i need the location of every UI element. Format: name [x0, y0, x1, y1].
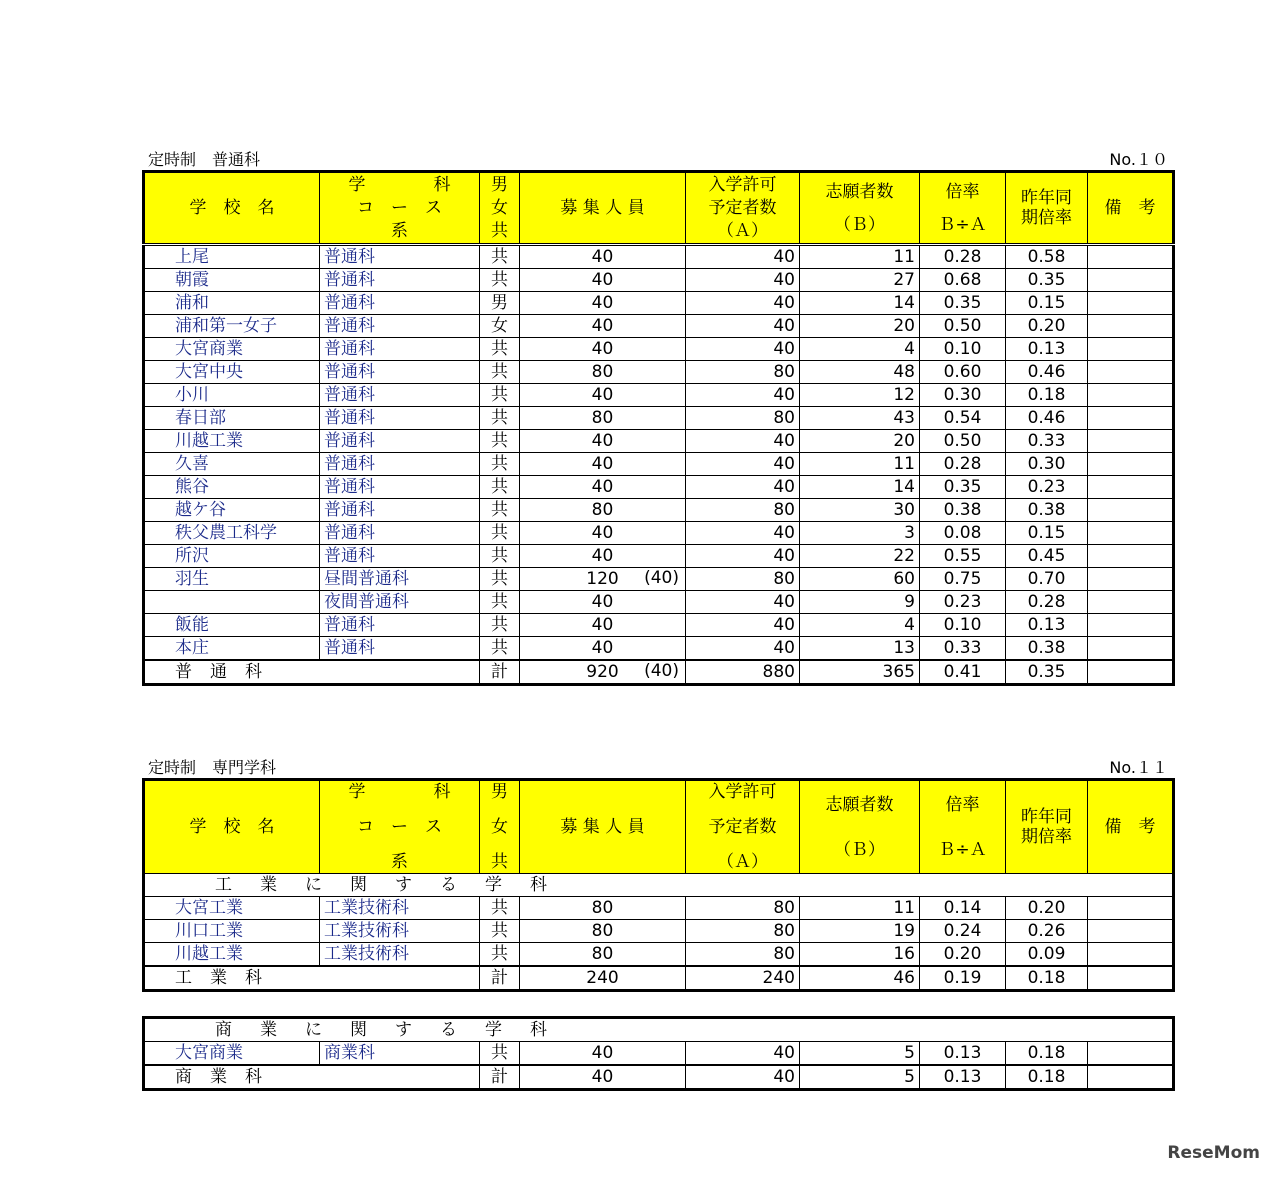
total-ratio: 0.13 [920, 1065, 1006, 1090]
last-year-cell: 0.18 [1006, 384, 1088, 407]
total-last-year: 0.18 [1006, 1065, 1088, 1090]
admit-cell: 40 [686, 591, 800, 614]
admit-cell: 40 [686, 292, 800, 315]
capacity-cell: 80 [520, 920, 686, 943]
header-ratio: 倍率 Ｂ÷Ａ [920, 780, 1006, 874]
gender-cell: 共 [480, 943, 520, 967]
commerce-table [142, 1016, 1175, 1091]
header-capacity: 募 集 人 員 [520, 172, 686, 245]
admit-cell: 80 [686, 568, 800, 591]
school-name: 羽生 [144, 568, 320, 591]
table-row [144, 245, 1174, 269]
applicants-cell: 20 [800, 430, 920, 453]
remarks-cell [1088, 545, 1174, 568]
table-row [144, 614, 1174, 637]
course-name: 普通科 [320, 614, 480, 637]
remarks-cell [1088, 476, 1174, 499]
capacity-cell: 40 [520, 338, 686, 361]
general-table-body [144, 245, 1174, 661]
school-name: 大宮工業 [144, 897, 320, 920]
total-label: 商業科 [144, 1065, 480, 1090]
table-row [144, 338, 1174, 361]
applicants-cell: 3 [800, 522, 920, 545]
header-applicants: 志願者数 （Ｂ） [800, 780, 920, 874]
last-year-cell: 0.20 [1006, 315, 1088, 338]
applicants-cell: 16 [800, 943, 920, 967]
school-name: 朝霞 [144, 269, 320, 292]
table-row [144, 1042, 1174, 1066]
total-admit: 880 [686, 660, 800, 685]
applicants-cell: 11 [800, 453, 920, 476]
sheet-title: 定時制 普通科 [148, 150, 261, 169]
gender-cell: 共 [480, 499, 520, 522]
page-number: No.１０ [1109, 150, 1168, 169]
gender-cell: 共 [480, 269, 520, 292]
section-title-industry: 工業に関する学科 [144, 874, 1174, 897]
last-year-cell: 0.15 [1006, 522, 1088, 545]
applicants-cell: 27 [800, 269, 920, 292]
admit-cell: 40 [686, 637, 800, 661]
course-name: 普通科 [320, 407, 480, 430]
header-school: 学 校 名 [144, 780, 320, 874]
table-row [144, 430, 1174, 453]
school-name [144, 591, 320, 614]
table-row [144, 453, 1174, 476]
admit-cell: 40 [686, 522, 800, 545]
admit-cell: 80 [686, 943, 800, 967]
school-name: 川越工業 [144, 943, 320, 967]
table-row [144, 920, 1174, 943]
course-name: 普通科 [320, 269, 480, 292]
remarks-cell [1088, 614, 1174, 637]
school-name: 浦和 [144, 292, 320, 315]
total-remarks [1088, 1065, 1174, 1090]
remarks-cell [1088, 292, 1174, 315]
school-name: 大宮商業 [144, 1042, 320, 1066]
applicants-cell: 30 [800, 499, 920, 522]
total-gender: 計 [480, 1065, 520, 1090]
course-name: 工業技術科 [320, 897, 480, 920]
applicants-cell: 4 [800, 614, 920, 637]
total-capacity: 240 [520, 966, 686, 991]
last-year-cell: 0.46 [1006, 407, 1088, 430]
total-capacity: 40 [520, 1065, 686, 1090]
remarks-cell [1088, 407, 1174, 430]
ratio-cell: 0.38 [920, 499, 1006, 522]
table-row [144, 522, 1174, 545]
remarks-cell [1088, 453, 1174, 476]
ratio-cell: 0.35 [920, 476, 1006, 499]
course-name: 普通科 [320, 292, 480, 315]
general-course-table [142, 170, 1175, 686]
remarks-cell [1088, 315, 1174, 338]
applicants-cell: 60 [800, 568, 920, 591]
last-year-cell: 0.13 [1006, 614, 1088, 637]
remarks-cell [1088, 920, 1174, 943]
industry-table-body [144, 897, 1174, 967]
gender-cell: 共 [480, 897, 520, 920]
course-name: 普通科 [320, 430, 480, 453]
last-year-cell: 0.13 [1006, 338, 1088, 361]
school-name: 大宮商業 [144, 338, 320, 361]
table-row [144, 407, 1174, 430]
school-name: 上尾 [144, 245, 320, 269]
remarks-cell [1088, 245, 1174, 269]
gender-cell: 共 [480, 338, 520, 361]
total-row [144, 1065, 1174, 1090]
ratio-cell: 0.50 [920, 315, 1006, 338]
admit-cell: 80 [686, 361, 800, 384]
ratio-cell: 0.23 [920, 591, 1006, 614]
capacity-cell: 40 [520, 269, 686, 292]
gender-cell: 共 [480, 545, 520, 568]
ratio-cell: 0.54 [920, 407, 1006, 430]
course-name: 普通科 [320, 384, 480, 407]
header-last-year: 昨年同 期倍率 [1006, 172, 1088, 245]
course-name: 夜間普通科 [320, 591, 480, 614]
course-name: 昼間普通科 [320, 568, 480, 591]
course-name: 商業科 [320, 1042, 480, 1066]
remarks-cell [1088, 522, 1174, 545]
watermark-logo: ReseMom [1167, 1143, 1260, 1163]
admit-cell: 40 [686, 614, 800, 637]
capacity-cell: 40 [520, 637, 686, 661]
admit-cell: 40 [686, 453, 800, 476]
course-name: 工業技術科 [320, 943, 480, 967]
course-name: 工業技術科 [320, 920, 480, 943]
total-capacity: 920 (40) [520, 660, 686, 685]
course-name: 普通科 [320, 499, 480, 522]
header-last-year: 昨年同 期倍率 [1006, 780, 1088, 874]
header-course: 学 科 コ ー ス 系 [320, 780, 480, 874]
ratio-cell: 0.55 [920, 545, 1006, 568]
admit-cell: 40 [686, 430, 800, 453]
last-year-cell: 0.15 [1006, 292, 1088, 315]
gender-cell: 女 [480, 315, 520, 338]
remarks-cell [1088, 269, 1174, 292]
gender-cell: 共 [480, 384, 520, 407]
admit-cell: 80 [686, 897, 800, 920]
table-header [144, 172, 1174, 245]
ratio-cell: 0.10 [920, 338, 1006, 361]
course-name: 普通科 [320, 338, 480, 361]
remarks-cell [1088, 499, 1174, 522]
total-ratio: 0.41 [920, 660, 1006, 685]
school-name: 秩父農工科学 [144, 522, 320, 545]
capacity-cell: 40 [520, 476, 686, 499]
course-name: 普通科 [320, 315, 480, 338]
total-admit: 240 [686, 966, 800, 991]
table-row [144, 897, 1174, 920]
section-title-commerce: 商業に関する学科 [144, 1018, 1174, 1042]
applicants-cell: 22 [800, 545, 920, 568]
last-year-cell: 0.38 [1006, 637, 1088, 661]
capacity-cell: 40 [520, 453, 686, 476]
header-remarks: 備 考 [1088, 780, 1174, 874]
header-school: 学 校 名 [144, 172, 320, 245]
gender-cell: 共 [480, 1042, 520, 1066]
ratio-cell: 0.24 [920, 920, 1006, 943]
total-label: 工業科 [144, 966, 480, 991]
total-admit: 40 [686, 1065, 800, 1090]
last-year-cell: 0.20 [1006, 897, 1088, 920]
table-row [144, 361, 1174, 384]
last-year-cell: 0.58 [1006, 245, 1088, 269]
gender-cell: 共 [480, 920, 520, 943]
remarks-cell [1088, 1042, 1174, 1066]
gender-cell: 共 [480, 430, 520, 453]
gender-cell: 共 [480, 614, 520, 637]
total-last-year: 0.18 [1006, 966, 1088, 991]
ratio-cell: 0.28 [920, 453, 1006, 476]
applicants-cell: 20 [800, 315, 920, 338]
remarks-cell [1088, 943, 1174, 967]
applicants-cell: 4 [800, 338, 920, 361]
header-admit: 入学許可 予定者数 （Ａ） [686, 780, 800, 874]
admit-cell: 40 [686, 245, 800, 269]
header-remarks: 備 考 [1088, 172, 1174, 245]
sheet-caption [142, 758, 1172, 778]
ratio-cell: 0.08 [920, 522, 1006, 545]
admit-cell: 80 [686, 920, 800, 943]
last-year-cell: 0.35 [1006, 269, 1088, 292]
school-name: 春日部 [144, 407, 320, 430]
gender-cell: 共 [480, 453, 520, 476]
admit-cell: 80 [686, 499, 800, 522]
capacity-cell: 40 [520, 522, 686, 545]
course-name: 普通科 [320, 522, 480, 545]
gender-cell: 共 [480, 591, 520, 614]
ratio-cell: 0.33 [920, 637, 1006, 661]
table-row [144, 637, 1174, 661]
capacity-cell: 80 [520, 499, 686, 522]
header-admit: 入学許可 予定者数 （Ａ） [686, 172, 800, 245]
capacity-cell: 40 [520, 384, 686, 407]
capacity-cell: 120 (40) [520, 568, 686, 591]
applicants-cell: 14 [800, 476, 920, 499]
ratio-cell: 0.14 [920, 897, 1006, 920]
ratio-cell: 0.30 [920, 384, 1006, 407]
remarks-cell [1088, 384, 1174, 407]
ratio-cell: 0.20 [920, 943, 1006, 967]
admit-cell: 40 [686, 384, 800, 407]
total-label: 普通科 [144, 660, 480, 685]
school-name: 大宮中央 [144, 361, 320, 384]
admit-cell: 40 [686, 269, 800, 292]
gender-cell: 共 [480, 522, 520, 545]
table-row [144, 476, 1174, 499]
industry-table [142, 778, 1175, 992]
admit-cell: 40 [686, 315, 800, 338]
capacity-cell: 40 [520, 614, 686, 637]
table-row [144, 499, 1174, 522]
ratio-cell: 0.75 [920, 568, 1006, 591]
remarks-cell [1088, 897, 1174, 920]
last-year-cell: 0.28 [1006, 591, 1088, 614]
remarks-cell [1088, 430, 1174, 453]
last-year-cell: 0.30 [1006, 453, 1088, 476]
gender-cell: 共 [480, 637, 520, 661]
last-year-cell: 0.09 [1006, 943, 1088, 967]
total-gender: 計 [480, 966, 520, 991]
sheet-caption [142, 150, 1172, 170]
ratio-cell: 0.13 [920, 1042, 1006, 1066]
table-row [144, 591, 1174, 614]
header-gender: 男 女 共 [480, 172, 520, 245]
ratio-cell: 0.60 [920, 361, 1006, 384]
school-name: 川越工業 [144, 430, 320, 453]
ratio-cell: 0.28 [920, 245, 1006, 269]
school-name: 小川 [144, 384, 320, 407]
total-applicants: 46 [800, 966, 920, 991]
last-year-cell: 0.23 [1006, 476, 1088, 499]
ratio-cell: 0.50 [920, 430, 1006, 453]
admit-cell: 40 [686, 476, 800, 499]
total-row [144, 660, 1174, 685]
header-gender: 男 女 共 [480, 780, 520, 874]
capacity-cell: 40 [520, 315, 686, 338]
table-row [144, 292, 1174, 315]
capacity-cell: 80 [520, 897, 686, 920]
remarks-cell [1088, 637, 1174, 661]
capacity-cell: 80 [520, 943, 686, 967]
table-row [144, 315, 1174, 338]
header-course: 学 科 コ ー ス 系 [320, 172, 480, 245]
course-name: 普通科 [320, 245, 480, 269]
sheet-title: 定時制 専門学科 [148, 758, 277, 777]
capacity-cell: 40 [520, 545, 686, 568]
gender-cell: 共 [480, 245, 520, 269]
capacity-cell: 80 [520, 407, 686, 430]
remarks-cell [1088, 361, 1174, 384]
total-applicants: 5 [800, 1065, 920, 1090]
applicants-cell: 48 [800, 361, 920, 384]
capacity-cell: 40 [520, 1042, 686, 1066]
header-applicants: 志願者数 （Ｂ） [800, 172, 920, 245]
last-year-cell: 0.38 [1006, 499, 1088, 522]
total-ratio: 0.19 [920, 966, 1006, 991]
ratio-cell: 0.10 [920, 614, 1006, 637]
school-name: 越ケ谷 [144, 499, 320, 522]
course-name: 普通科 [320, 453, 480, 476]
total-remarks [1088, 660, 1174, 685]
applicants-cell: 11 [800, 897, 920, 920]
applicants-cell: 11 [800, 245, 920, 269]
course-name: 普通科 [320, 545, 480, 568]
applicants-cell: 9 [800, 591, 920, 614]
course-name: 普通科 [320, 361, 480, 384]
total-row [144, 966, 1174, 991]
applicants-cell: 14 [800, 292, 920, 315]
applicants-cell: 12 [800, 384, 920, 407]
total-remarks [1088, 966, 1174, 991]
table-row [144, 269, 1174, 292]
gender-cell: 共 [480, 476, 520, 499]
total-applicants: 365 [800, 660, 920, 685]
last-year-cell: 0.45 [1006, 545, 1088, 568]
capacity-cell: 40 [520, 430, 686, 453]
last-year-cell: 0.33 [1006, 430, 1088, 453]
header-capacity: 募 集 人 員 [520, 780, 686, 874]
commerce-table-body [144, 1042, 1174, 1066]
capacity-cell: 40 [520, 245, 686, 269]
school-name: 本庄 [144, 637, 320, 661]
ratio-cell: 0.68 [920, 269, 1006, 292]
remarks-cell [1088, 338, 1174, 361]
capacity-cell: 80 [520, 361, 686, 384]
applicants-cell: 19 [800, 920, 920, 943]
school-name: 所沢 [144, 545, 320, 568]
table-row [144, 384, 1174, 407]
admit-cell: 80 [686, 407, 800, 430]
section-commerce [144, 1018, 1174, 1042]
school-name: 飯能 [144, 614, 320, 637]
applicants-cell: 5 [800, 1042, 920, 1066]
page-number: No.１１ [1109, 758, 1168, 777]
total-gender: 計 [480, 660, 520, 685]
last-year-cell: 0.26 [1006, 920, 1088, 943]
last-year-cell: 0.18 [1006, 1042, 1088, 1066]
table-row [144, 943, 1174, 967]
admit-cell: 40 [686, 338, 800, 361]
table-header [144, 780, 1174, 874]
gender-cell: 男 [480, 292, 520, 315]
total-last-year: 0.35 [1006, 660, 1088, 685]
school-name: 久喜 [144, 453, 320, 476]
table-row [144, 545, 1174, 568]
gender-cell: 共 [480, 407, 520, 430]
capacity-cell: 40 [520, 292, 686, 315]
applicants-cell: 13 [800, 637, 920, 661]
gender-cell: 共 [480, 361, 520, 384]
last-year-cell: 0.46 [1006, 361, 1088, 384]
school-name: 浦和第一女子 [144, 315, 320, 338]
remarks-cell [1088, 591, 1174, 614]
admit-cell: 40 [686, 1042, 800, 1066]
course-name: 普通科 [320, 476, 480, 499]
gender-cell: 共 [480, 568, 520, 591]
ratio-cell: 0.35 [920, 292, 1006, 315]
admit-cell: 40 [686, 545, 800, 568]
applicants-cell: 43 [800, 407, 920, 430]
last-year-cell: 0.70 [1006, 568, 1088, 591]
table-row [144, 568, 1174, 591]
section-industry [144, 874, 1174, 897]
header-ratio: 倍率 Ｂ÷Ａ [920, 172, 1006, 245]
remarks-cell [1088, 568, 1174, 591]
school-name: 熊谷 [144, 476, 320, 499]
capacity-cell: 40 [520, 591, 686, 614]
course-name: 普通科 [320, 637, 480, 661]
school-name: 川口工業 [144, 920, 320, 943]
